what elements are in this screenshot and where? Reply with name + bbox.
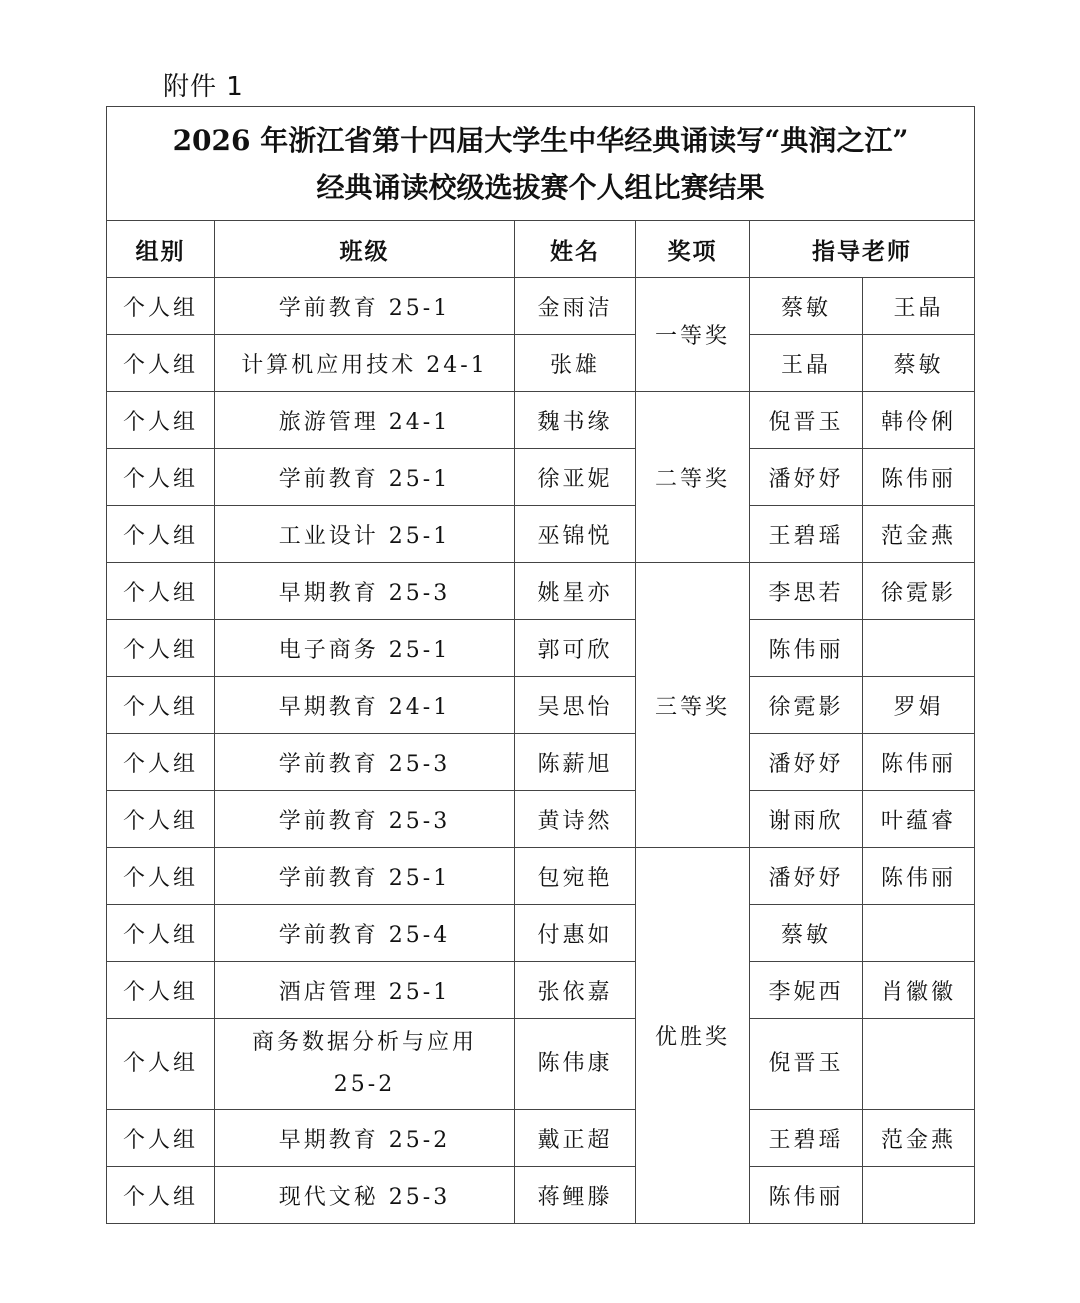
cell-group: 个人组	[107, 278, 215, 335]
cell-name: 金雨洁	[515, 278, 636, 335]
table-row	[107, 506, 975, 563]
table-row	[107, 335, 975, 392]
col-header-group: 组别	[107, 221, 215, 278]
cell-group: 个人组	[107, 506, 215, 563]
cell-award-second: 二等奖	[636, 392, 750, 563]
cell-group: 个人组	[107, 734, 215, 791]
cell-award-merit: 优胜奖	[636, 848, 750, 1224]
header-row	[107, 221, 975, 278]
cell-class	[215, 1019, 515, 1110]
cell-class: 旅游管理 24-1	[215, 392, 515, 449]
title-row	[107, 107, 975, 221]
table-row	[107, 905, 975, 962]
cell-class: 早期教育 25-2	[215, 1110, 515, 1167]
cell-teacher-2: 肖徽徽	[863, 962, 975, 1019]
cell-group: 个人组	[107, 449, 215, 506]
cell-name: 付惠如	[515, 905, 636, 962]
cell-teacher-2: 蔡敏	[863, 335, 975, 392]
cell-class: 学前教育 25-3	[215, 734, 515, 791]
cell-class: 工业设计 25-1	[215, 506, 515, 563]
cell-teacher-2: 陈伟丽	[863, 734, 975, 791]
cell-teacher-2	[863, 1019, 975, 1110]
cell-name: 魏书缘	[515, 392, 636, 449]
table-row	[107, 677, 975, 734]
cell-name: 徐亚妮	[515, 449, 636, 506]
cell-teacher-2: 陈伟丽	[863, 449, 975, 506]
table-row	[107, 620, 975, 677]
cell-name: 巫锦悦	[515, 506, 636, 563]
cell-name: 陈薪旭	[515, 734, 636, 791]
cell-teacher-2: 范金燕	[863, 506, 975, 563]
table-title	[107, 107, 975, 221]
table-row	[107, 1167, 975, 1224]
cell-teacher-1: 徐霓影	[750, 677, 863, 734]
cell-group: 个人组	[107, 848, 215, 905]
cell-name: 张雄	[515, 335, 636, 392]
cell-teacher-2: 范金燕	[863, 1110, 975, 1167]
attachment-label: 附件 1	[163, 72, 244, 102]
cell-group: 个人组	[107, 677, 215, 734]
cell-teacher-2: 陈伟丽	[863, 848, 975, 905]
cell-name: 张依嘉	[515, 962, 636, 1019]
cell-class: 学前教育 25-1	[215, 278, 515, 335]
cell-teacher-2	[863, 1167, 975, 1224]
col-header-name: 姓名	[515, 221, 636, 278]
cell-name: 蒋鲤滕	[515, 1167, 636, 1224]
col-header-award: 奖项	[636, 221, 750, 278]
cell-class: 酒店管理 25-1	[215, 962, 515, 1019]
cell-teacher-1: 李思若	[750, 563, 863, 620]
table-row	[107, 449, 975, 506]
table-row	[107, 791, 975, 848]
table-row	[107, 278, 975, 335]
cell-teacher-2: 罗娟	[863, 677, 975, 734]
cell-class: 早期教育 24-1	[215, 677, 515, 734]
table-row	[107, 1019, 975, 1110]
cell-group: 个人组	[107, 1110, 215, 1167]
cell-name: 陈伟康	[515, 1019, 636, 1110]
cell-teacher-1: 潘妤妤	[750, 734, 863, 791]
cell-teacher-1: 李妮西	[750, 962, 863, 1019]
cell-group: 个人组	[107, 791, 215, 848]
cell-group: 个人组	[107, 620, 215, 677]
cell-name: 黄诗然	[515, 791, 636, 848]
cell-group: 个人组	[107, 905, 215, 962]
cell-group: 个人组	[107, 1019, 215, 1110]
table-row	[107, 392, 975, 449]
col-header-class: 班级	[215, 221, 515, 278]
cell-award-third: 三等奖	[636, 563, 750, 848]
cell-group: 个人组	[107, 392, 215, 449]
cell-teacher-1: 谢雨欣	[750, 791, 863, 848]
cell-class: 学前教育 25-4	[215, 905, 515, 962]
cell-teacher-1: 王晶	[750, 335, 863, 392]
cell-teacher-1: 倪晋玉	[750, 392, 863, 449]
cell-group: 个人组	[107, 1167, 215, 1224]
cell-name: 姚星亦	[515, 563, 636, 620]
cell-teacher-1: 倪晋玉	[750, 1019, 863, 1110]
cell-name: 包宛艳	[515, 848, 636, 905]
cell-teacher-2: 王晶	[863, 278, 975, 335]
table-row	[107, 563, 975, 620]
cell-teacher-1: 潘妤妤	[750, 848, 863, 905]
cell-class: 计算机应用技术 24-1	[215, 335, 515, 392]
cell-class: 学前教育 25-1	[215, 449, 515, 506]
cell-teacher-2: 叶蕴睿	[863, 791, 975, 848]
results-table	[106, 106, 975, 1224]
cell-class: 学前教育 25-3	[215, 791, 515, 848]
cell-teacher-1: 蔡敏	[750, 278, 863, 335]
cell-teacher-2	[863, 905, 975, 962]
cell-group: 个人组	[107, 335, 215, 392]
cell-class-line-2: 25-2	[333, 1072, 396, 1097]
cell-name: 郭可欣	[515, 620, 636, 677]
cell-teacher-1: 陈伟丽	[750, 620, 863, 677]
cell-class-line-1: 商务数据分析与应用	[251, 1030, 477, 1055]
table-row	[107, 734, 975, 791]
table-row	[107, 962, 975, 1019]
cell-group: 个人组	[107, 962, 215, 1019]
cell-teacher-1: 陈伟丽	[750, 1167, 863, 1224]
cell-teacher-1: 王碧瑶	[750, 506, 863, 563]
cell-class: 学前教育 25-1	[215, 848, 515, 905]
cell-teacher-1: 王碧瑶	[750, 1110, 863, 1167]
cell-class: 现代文秘 25-3	[215, 1167, 515, 1224]
cell-class: 早期教育 25-3	[215, 563, 515, 620]
cell-teacher-1: 潘妤妤	[750, 449, 863, 506]
cell-group: 个人组	[107, 563, 215, 620]
cell-award-first: 一等奖	[636, 278, 750, 392]
table-row	[107, 848, 975, 905]
col-header-teacher: 指导老师	[750, 221, 975, 278]
cell-teacher-2: 徐霓影	[863, 563, 975, 620]
table-row	[107, 1110, 975, 1167]
table-title-line-1: 2026 年浙江省第十四届大学生中华经典诵读写“典润之江”	[172, 123, 909, 157]
table-title-line-2: 经典诵读校级选拔赛个人组比赛结果	[316, 170, 765, 204]
cell-name: 戴正超	[515, 1110, 636, 1167]
cell-name: 吴思怡	[515, 677, 636, 734]
cell-class: 电子商务 25-1	[215, 620, 515, 677]
cell-teacher-1: 蔡敏	[750, 905, 863, 962]
cell-teacher-2	[863, 620, 975, 677]
cell-teacher-2: 韩伶俐	[863, 392, 975, 449]
